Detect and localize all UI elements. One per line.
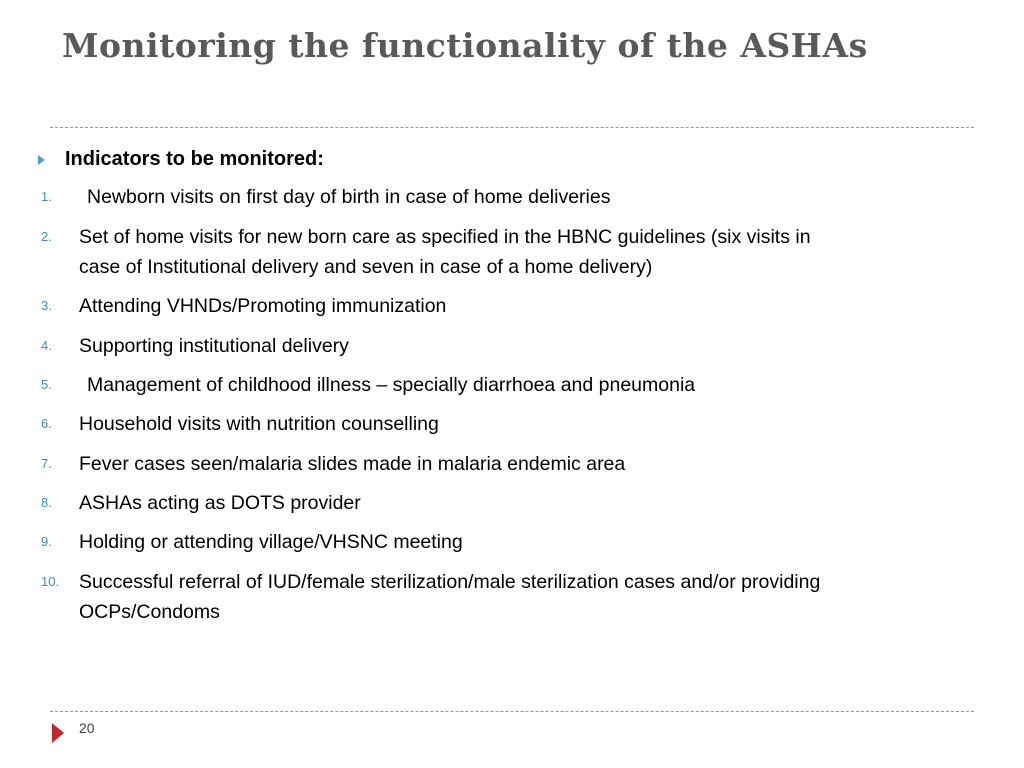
item-number: 2. (41, 229, 52, 244)
item-text: Successful referral of IUD/female sterilization/male sterilization cases and/or providing (79, 571, 821, 593)
top-divider (50, 127, 974, 128)
triangle-marker-icon (52, 723, 64, 743)
arrow-bullet-icon (38, 155, 45, 165)
item-text: Management of childhood illness – specially diarrhoea and pneumonia (87, 374, 696, 396)
item-number: 1. (41, 189, 52, 204)
item-number: 3. (41, 298, 52, 313)
item-number: 6. (41, 416, 52, 431)
item-text: Newborn visits on first day of birth in case of home deliveries (87, 186, 611, 208)
heading-row (38, 145, 324, 173)
page-number: 20 (79, 720, 95, 736)
item-text-continued: case of Institutional delivery and seven in case of a home delivery) (79, 256, 653, 278)
indicators-heading: Indicators to be monitored: (65, 147, 324, 170)
item-text: Attending VHNDs/Promoting immunization (79, 295, 447, 317)
item-text-continued: OCPs/Condoms (79, 601, 220, 623)
item-text: Supporting institutional delivery (79, 335, 349, 357)
item-text: Set of home visits for new born care as specified in the HBNC guidelines (six visits in (79, 226, 811, 248)
item-number: 8. (41, 495, 52, 510)
slide-title: Monitoring the functionality of the ASHAs (62, 26, 868, 65)
item-text: Fever cases seen/malaria slides made in malaria endemic area (79, 453, 626, 475)
item-number: 9. (41, 534, 52, 549)
bottom-divider (50, 711, 974, 712)
item-number: 5. (41, 377, 52, 392)
item-number: 10. (41, 574, 60, 589)
item-number: 4. (41, 338, 52, 353)
item-text: Holding or attending village/VHSNC meeting (79, 531, 463, 553)
item-text: Household visits with nutrition counselling (79, 413, 439, 435)
item-number: 7. (41, 456, 52, 471)
item-text: ASHAs acting as DOTS provider (79, 492, 361, 514)
